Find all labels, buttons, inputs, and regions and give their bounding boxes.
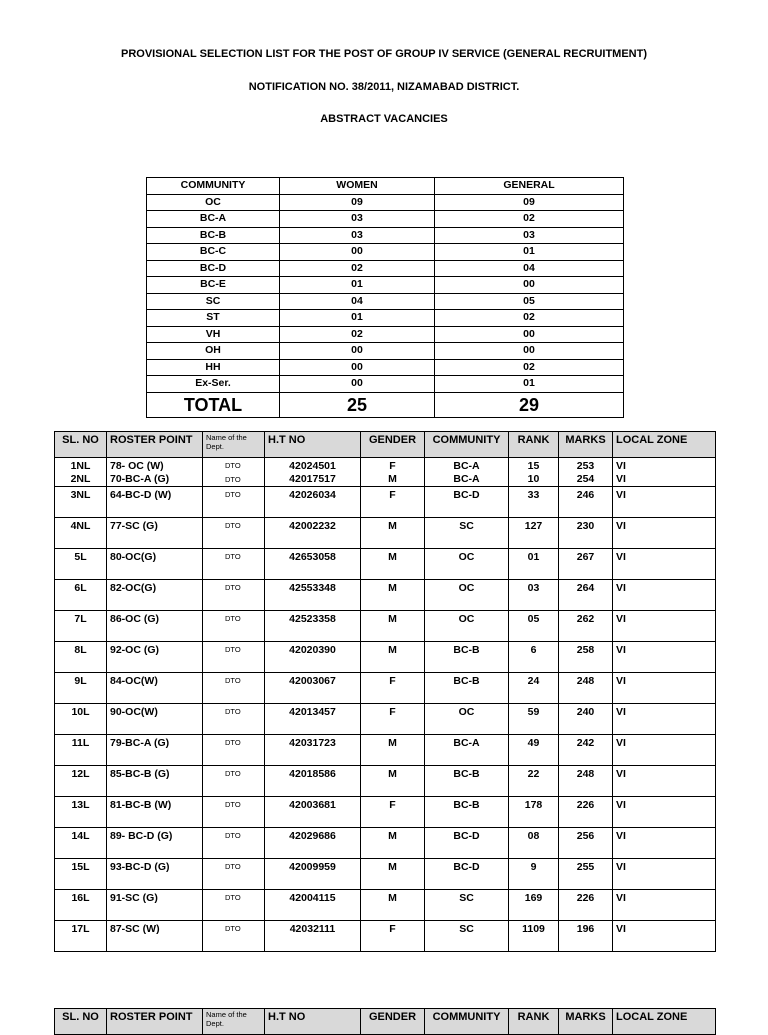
- table-row: [55, 487, 716, 518]
- community-cell: BC-A: [425, 473, 509, 487]
- gender-cell: M: [361, 473, 425, 487]
- rank-cell: 01: [509, 549, 559, 580]
- abstract-women-cell: 00: [280, 359, 435, 376]
- sl-no-cell: 6L: [55, 580, 107, 611]
- local-zone-cell: VI: [613, 642, 716, 673]
- roster-point-cell: 85-BC-B (G): [107, 766, 203, 797]
- rank-cell: 03: [509, 580, 559, 611]
- marks-cell: 240: [559, 704, 613, 735]
- community-cell: OC: [425, 611, 509, 642]
- abstract-women-cell: 02: [280, 326, 435, 343]
- marks-cell: 230: [559, 518, 613, 549]
- community-cell: BC-A: [425, 458, 509, 474]
- rank-cell: 08: [509, 828, 559, 859]
- dept-cell: DTO: [203, 797, 265, 828]
- abstract-general-cell: 00: [435, 343, 624, 360]
- sl-no-cell: 5L: [55, 549, 107, 580]
- table-row: [55, 518, 716, 549]
- table-row: [55, 611, 716, 642]
- roster-point-cell: 84-OC(W): [107, 673, 203, 704]
- col-gender: GENDER: [361, 432, 425, 458]
- col-local-zone: LOCAL ZONE: [613, 432, 716, 458]
- rank-cell: 05: [509, 611, 559, 642]
- dept-cell: DTO: [203, 518, 265, 549]
- local-zone-cell: VI: [613, 473, 716, 487]
- roster-point-cell: 79-BC-A (G): [107, 735, 203, 766]
- rank-cell: 178: [509, 797, 559, 828]
- abstract-col-general: GENERAL: [435, 178, 624, 195]
- gender-cell: M: [361, 611, 425, 642]
- local-zone-cell: VI: [613, 704, 716, 735]
- abstract-community-cell: BC-C: [147, 244, 280, 261]
- gender-cell: F: [361, 921, 425, 952]
- col-community: COMMUNITY: [425, 432, 509, 458]
- local-zone-cell: VI: [613, 921, 716, 952]
- abstract-row: [147, 211, 624, 228]
- roster-point-cell: 64-BC-D (W): [107, 487, 203, 518]
- dept-cell: DTO: [203, 735, 265, 766]
- abstract-col-community: COMMUNITY: [147, 178, 280, 195]
- rank-cell: 15: [509, 458, 559, 474]
- community-cell: BC-B: [425, 797, 509, 828]
- community-cell: BC-A: [425, 735, 509, 766]
- abstract-community-cell: Ex-Ser.: [147, 376, 280, 393]
- document-title: PROVISIONAL SELECTION LIST FOR THE POST OF GROUP IV SERVICE (GENERAL RECRUITMENT): [120, 48, 647, 60]
- gender-cell: M: [361, 828, 425, 859]
- selection-list-table-continued: [54, 1008, 716, 1035]
- dept-cell: DTO: [203, 642, 265, 673]
- abstract-general-cell: 00: [435, 277, 624, 294]
- abstract-women-cell: 09: [280, 194, 435, 211]
- marks-cell: 262: [559, 611, 613, 642]
- ht-no-cell: 42013457: [265, 704, 361, 735]
- local-zone-cell: VI: [613, 735, 716, 766]
- table-row: [55, 890, 716, 921]
- sl-no-cell: 10L: [55, 704, 107, 735]
- roster-point-cell: 77-SC (G): [107, 518, 203, 549]
- dept-cell: DTO: [203, 549, 265, 580]
- ht-no-cell: 42003681: [265, 797, 361, 828]
- abstract-vacancies-table: [146, 177, 624, 418]
- abstract-general-cell: 09: [435, 194, 624, 211]
- total-label: TOTAL: [147, 392, 280, 417]
- local-zone-cell: VI: [613, 673, 716, 704]
- col-ht-no: H.T NO: [265, 1009, 361, 1035]
- abstract-community-cell: OH: [147, 343, 280, 360]
- abstract-col-women: WOMEN: [280, 178, 435, 195]
- sl-no-cell: 12L: [55, 766, 107, 797]
- community-cell: BC-B: [425, 766, 509, 797]
- abstract-subtitle: ABSTRACT VACANCIES: [320, 113, 448, 125]
- col-dept-name: Name of the Dept.: [203, 1009, 265, 1035]
- ht-no-cell: 42026034: [265, 487, 361, 518]
- col-rank: RANK: [509, 1009, 559, 1035]
- table-row: [55, 828, 716, 859]
- dept-cell: DTO: [203, 890, 265, 921]
- gender-cell: M: [361, 549, 425, 580]
- marks-cell: 258: [559, 642, 613, 673]
- table-row: [55, 797, 716, 828]
- abstract-row: [147, 227, 624, 244]
- roster-point-cell: 86-OC (G): [107, 611, 203, 642]
- marks-cell: 246: [559, 487, 613, 518]
- rank-cell: 6: [509, 642, 559, 673]
- col-local-zone: LOCAL ZONE: [613, 1009, 716, 1035]
- gender-cell: M: [361, 735, 425, 766]
- table-row: [55, 549, 716, 580]
- col-roster-point: ROSTER POINT: [107, 1009, 203, 1035]
- dept-cell: DTO: [203, 828, 265, 859]
- ht-no-cell: 42004115: [265, 890, 361, 921]
- community-cell: OC: [425, 549, 509, 580]
- col-sl-no: SL. NO: [55, 432, 107, 458]
- local-zone-cell: VI: [613, 549, 716, 580]
- abstract-total-row: [147, 392, 624, 417]
- local-zone-cell: VI: [613, 458, 716, 474]
- dept-cell: DTO: [203, 673, 265, 704]
- abstract-women-cell: 00: [280, 343, 435, 360]
- dept-cell: DTO: [203, 473, 265, 487]
- dept-cell: DTO: [203, 766, 265, 797]
- roster-point-cell: 91-SC (G): [107, 890, 203, 921]
- gender-cell: M: [361, 518, 425, 549]
- local-zone-cell: VI: [613, 518, 716, 549]
- rank-cell: 169: [509, 890, 559, 921]
- ht-no-cell: 42002232: [265, 518, 361, 549]
- ht-no-cell: 42024501: [265, 458, 361, 474]
- roster-point-cell: 80-OC(G): [107, 549, 203, 580]
- selection-list-table: [54, 431, 716, 952]
- roster-point-cell: 81-BC-B (W): [107, 797, 203, 828]
- col-gender: GENDER: [361, 1009, 425, 1035]
- sl-no-cell: 13L: [55, 797, 107, 828]
- rank-cell: 59: [509, 704, 559, 735]
- dept-cell: DTO: [203, 704, 265, 735]
- ht-no-cell: 42032111: [265, 921, 361, 952]
- col-marks: MARKS: [559, 432, 613, 458]
- marks-cell: 267: [559, 549, 613, 580]
- abstract-general-cell: 02: [435, 359, 624, 376]
- local-zone-cell: VI: [613, 797, 716, 828]
- community-cell: BC-D: [425, 859, 509, 890]
- community-cell: BC-D: [425, 487, 509, 518]
- abstract-general-cell: 01: [435, 244, 624, 261]
- sl-no-cell: 3NL: [55, 487, 107, 518]
- rank-cell: 9: [509, 859, 559, 890]
- col-rank: RANK: [509, 432, 559, 458]
- abstract-general-cell: 02: [435, 211, 624, 228]
- sl-no-cell: 2NL: [55, 473, 107, 487]
- ht-no-cell: 42003067: [265, 673, 361, 704]
- abstract-community-cell: ST: [147, 310, 280, 327]
- rank-cell: 49: [509, 735, 559, 766]
- ht-no-cell: 42029686: [265, 828, 361, 859]
- abstract-row: [147, 260, 624, 277]
- notification-line: NOTIFICATION NO. 38/2011, NIZAMABAD DISTRICT.: [248, 81, 520, 93]
- dept-cell: DTO: [203, 458, 265, 474]
- abstract-community-cell: BC-A: [147, 211, 280, 228]
- roster-point-cell: 78- OC (W): [107, 458, 203, 474]
- abstract-row: [147, 376, 624, 393]
- sl-no-cell: 8L: [55, 642, 107, 673]
- ht-no-cell: 42018586: [265, 766, 361, 797]
- col-community: COMMUNITY: [425, 1009, 509, 1035]
- table-row: [55, 580, 716, 611]
- col-marks: MARKS: [559, 1009, 613, 1035]
- dept-cell: DTO: [203, 859, 265, 890]
- sl-no-cell: 17L: [55, 921, 107, 952]
- abstract-community-cell: BC-D: [147, 260, 280, 277]
- marks-cell: 226: [559, 890, 613, 921]
- abstract-community-cell: BC-E: [147, 277, 280, 294]
- ht-no-cell: 42020390: [265, 642, 361, 673]
- community-cell: BC-B: [425, 642, 509, 673]
- table-row: [55, 673, 716, 704]
- table-row: [55, 859, 716, 890]
- roster-point-cell: 82-OC(G): [107, 580, 203, 611]
- abstract-women-cell: 02: [280, 260, 435, 277]
- gender-cell: M: [361, 766, 425, 797]
- local-zone-cell: VI: [613, 611, 716, 642]
- gender-cell: M: [361, 580, 425, 611]
- roster-point-cell: 92-OC (G): [107, 642, 203, 673]
- community-cell: SC: [425, 921, 509, 952]
- sl-no-cell: 7L: [55, 611, 107, 642]
- col-ht-no: H.T NO: [265, 432, 361, 458]
- roster-point-cell: 87-SC (W): [107, 921, 203, 952]
- sl-no-cell: 16L: [55, 890, 107, 921]
- marks-cell: 255: [559, 859, 613, 890]
- abstract-community-cell: OC: [147, 194, 280, 211]
- sl-no-cell: 15L: [55, 859, 107, 890]
- roster-point-cell: 93-BC-D (G): [107, 859, 203, 890]
- ht-no-cell: 42553348: [265, 580, 361, 611]
- community-cell: BC-D: [425, 828, 509, 859]
- marks-cell: 226: [559, 797, 613, 828]
- dept-cell: DTO: [203, 921, 265, 952]
- dept-cell: DTO: [203, 487, 265, 518]
- community-cell: OC: [425, 704, 509, 735]
- marks-cell: 253: [559, 458, 613, 474]
- abstract-row: [147, 343, 624, 360]
- community-cell: SC: [425, 518, 509, 549]
- table-row: [55, 735, 716, 766]
- abstract-community-cell: SC: [147, 293, 280, 310]
- total-women: 25: [280, 392, 435, 417]
- abstract-row: [147, 326, 624, 343]
- gender-cell: F: [361, 704, 425, 735]
- abstract-women-cell: 03: [280, 227, 435, 244]
- abstract-general-cell: 02: [435, 310, 624, 327]
- marks-cell: 254: [559, 473, 613, 487]
- rank-cell: 127: [509, 518, 559, 549]
- col-roster-point: ROSTER POINT: [107, 432, 203, 458]
- abstract-women-cell: 00: [280, 376, 435, 393]
- local-zone-cell: VI: [613, 828, 716, 859]
- total-general: 29: [435, 392, 624, 417]
- community-cell: BC-B: [425, 673, 509, 704]
- sl-no-cell: 9L: [55, 673, 107, 704]
- abstract-general-cell: 05: [435, 293, 624, 310]
- ht-no-cell: 42009959: [265, 859, 361, 890]
- rank-cell: 22: [509, 766, 559, 797]
- ht-no-cell: 42523358: [265, 611, 361, 642]
- abstract-general-cell: 03: [435, 227, 624, 244]
- rank-cell: 33: [509, 487, 559, 518]
- abstract-community-cell: VH: [147, 326, 280, 343]
- abstract-general-cell: 04: [435, 260, 624, 277]
- abstract-community-cell: HH: [147, 359, 280, 376]
- gender-cell: M: [361, 642, 425, 673]
- sl-no-cell: 4NL: [55, 518, 107, 549]
- abstract-row: [147, 277, 624, 294]
- community-cell: OC: [425, 580, 509, 611]
- table-row: [55, 766, 716, 797]
- abstract-women-cell: 04: [280, 293, 435, 310]
- sl-no-cell: 1NL: [55, 458, 107, 474]
- marks-cell: 256: [559, 828, 613, 859]
- col-sl-no: SL. NO: [55, 1009, 107, 1035]
- rank-cell: 10: [509, 473, 559, 487]
- dept-cell: DTO: [203, 611, 265, 642]
- rank-cell: 1109: [509, 921, 559, 952]
- local-zone-cell: VI: [613, 890, 716, 921]
- local-zone-cell: VI: [613, 487, 716, 518]
- table-row: [55, 458, 716, 474]
- abstract-women-cell: 03: [280, 211, 435, 228]
- rank-cell: 24: [509, 673, 559, 704]
- gender-cell: F: [361, 458, 425, 474]
- sl-no-cell: 11L: [55, 735, 107, 766]
- abstract-women-cell: 00: [280, 244, 435, 261]
- local-zone-cell: VI: [613, 580, 716, 611]
- ht-no-cell: 42653058: [265, 549, 361, 580]
- table-row: [55, 921, 716, 952]
- selection-header-row: [55, 432, 716, 458]
- abstract-row: [147, 244, 624, 261]
- marks-cell: 248: [559, 766, 613, 797]
- table-row: [55, 642, 716, 673]
- abstract-general-cell: 00: [435, 326, 624, 343]
- gender-cell: F: [361, 797, 425, 828]
- gender-cell: F: [361, 673, 425, 704]
- marks-cell: 248: [559, 673, 613, 704]
- gender-cell: M: [361, 890, 425, 921]
- table-row: [55, 704, 716, 735]
- table-row: [55, 473, 716, 487]
- local-zone-cell: VI: [613, 766, 716, 797]
- gender-cell: M: [361, 859, 425, 890]
- abstract-women-cell: 01: [280, 277, 435, 294]
- roster-point-cell: 89- BC-D (G): [107, 828, 203, 859]
- abstract-header-row: [147, 178, 624, 195]
- community-cell: SC: [425, 890, 509, 921]
- dept-cell: DTO: [203, 580, 265, 611]
- marks-cell: 196: [559, 921, 613, 952]
- sl-no-cell: 14L: [55, 828, 107, 859]
- abstract-row: [147, 194, 624, 211]
- ht-no-cell: 42031723: [265, 735, 361, 766]
- roster-point-cell: 70-BC-A (G): [107, 473, 203, 487]
- abstract-row: [147, 293, 624, 310]
- abstract-row: [147, 310, 624, 327]
- ht-no-cell: 42017517: [265, 473, 361, 487]
- marks-cell: 264: [559, 580, 613, 611]
- col-dept-name: Name of the Dept.: [203, 432, 265, 458]
- marks-cell: 242: [559, 735, 613, 766]
- gender-cell: F: [361, 487, 425, 518]
- roster-point-cell: 90-OC(W): [107, 704, 203, 735]
- abstract-community-cell: BC-B: [147, 227, 280, 244]
- selection-header-row: [55, 1009, 716, 1035]
- local-zone-cell: VI: [613, 859, 716, 890]
- abstract-general-cell: 01: [435, 376, 624, 393]
- abstract-women-cell: 01: [280, 310, 435, 327]
- abstract-row: [147, 359, 624, 376]
